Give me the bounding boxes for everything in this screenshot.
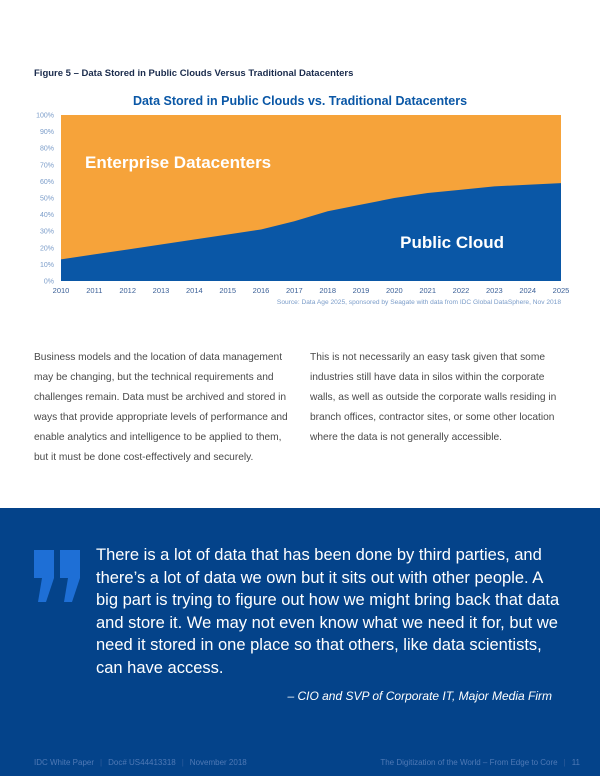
series-label-enterprise: Enterprise Datacenters	[85, 153, 272, 172]
chart-svg	[0, 88, 600, 318]
footer-date: November 2018	[189, 758, 247, 767]
x-tick-label: 2022	[452, 286, 470, 295]
body-text-left: Business models and the location of data management may be changing, but the technical requirements and challenges remain. Data must be archived and stored in ways that provide appropriate levels of performance and enable analytics and intelligence to be applied to them, but it must be done cost-effectively and securely.	[34, 352, 288, 463]
chart-source: Source: Data Age 2025, sponsored by Seagate with data from IDC Global DataSphere, Nov 2018	[276, 299, 561, 306]
x-tick-label: 2019	[352, 286, 370, 295]
x-tick-label: 2023	[485, 286, 503, 295]
x-tick-label: 2018	[319, 286, 337, 295]
y-tick-label: 10%	[39, 261, 54, 269]
y-tick-label: 60%	[39, 178, 54, 186]
x-tick-label: 2011	[86, 286, 103, 295]
x-tick-label: 2025	[552, 286, 570, 295]
x-tick-label: 2012	[119, 286, 137, 295]
x-tick-label: 2015	[219, 286, 237, 295]
body-text-right: This is not necessarily an easy task given that some industries still have data in silos within the corporate walls, as well as outside the corporate walls residing in branch offices, contractor sites, or some other location where the data is not generally accessible.	[310, 352, 557, 443]
footer-page-number: 11	[571, 758, 580, 767]
footer-title: The Digitization of the World – From Edge to Core	[380, 758, 558, 767]
y-tick-label: 80%	[39, 145, 54, 153]
x-tick-label: 2013	[152, 286, 170, 295]
y-tick-label: 20%	[39, 245, 54, 253]
y-tick-label: 90%	[39, 129, 54, 137]
x-tick-label: 2024	[519, 286, 537, 295]
x-tick-label: 2016	[252, 286, 270, 295]
x-tick-label: 2020	[385, 286, 403, 295]
quote-text: There is a lot of data that has been done by third parties, and there’s a lot of data we own but it sits out with other people. A big part is trying to figure out how we might bring back that data and store it. We may not even know what we need it for, but we need it stored in one place so that others, like data scientists, can have access.	[96, 546, 560, 677]
chart-title: Data Stored in Public Clouds vs. Traditional Datacenters	[132, 94, 468, 108]
footer: IDC White Paper | Doc# US44413318 | November 2018 The Digitization of the World – From Edge to Core | 11	[34, 758, 580, 767]
y-tick-label: 0%	[43, 278, 54, 286]
footer-doc-number: Doc# US44413318	[108, 758, 176, 767]
y-tick-label: 50%	[39, 195, 54, 203]
footer-publication: IDC White Paper	[34, 758, 95, 767]
quote-mark-icon	[32, 548, 84, 604]
quote-band	[0, 508, 600, 776]
x-tick-label: 2017	[285, 286, 303, 295]
series-label-public-cloud: Public Cloud	[400, 233, 504, 252]
figure-label: Figure 5 – Data Stored in Public Clouds Versus Traditional Datacenters	[34, 68, 354, 79]
x-tick-label: 2021	[419, 286, 437, 295]
x-tick-label: 2014	[185, 286, 203, 295]
y-tick-label: 100%	[36, 112, 54, 120]
y-tick-label: 70%	[39, 162, 54, 170]
quote-attribution: – CIO and SVP of Corporate IT, Major Media Firm	[287, 689, 552, 703]
x-tick-label: 2010	[52, 286, 70, 295]
y-tick-label: 30%	[39, 228, 54, 236]
y-tick-label: 40%	[39, 212, 54, 220]
area-chart	[0, 88, 600, 318]
